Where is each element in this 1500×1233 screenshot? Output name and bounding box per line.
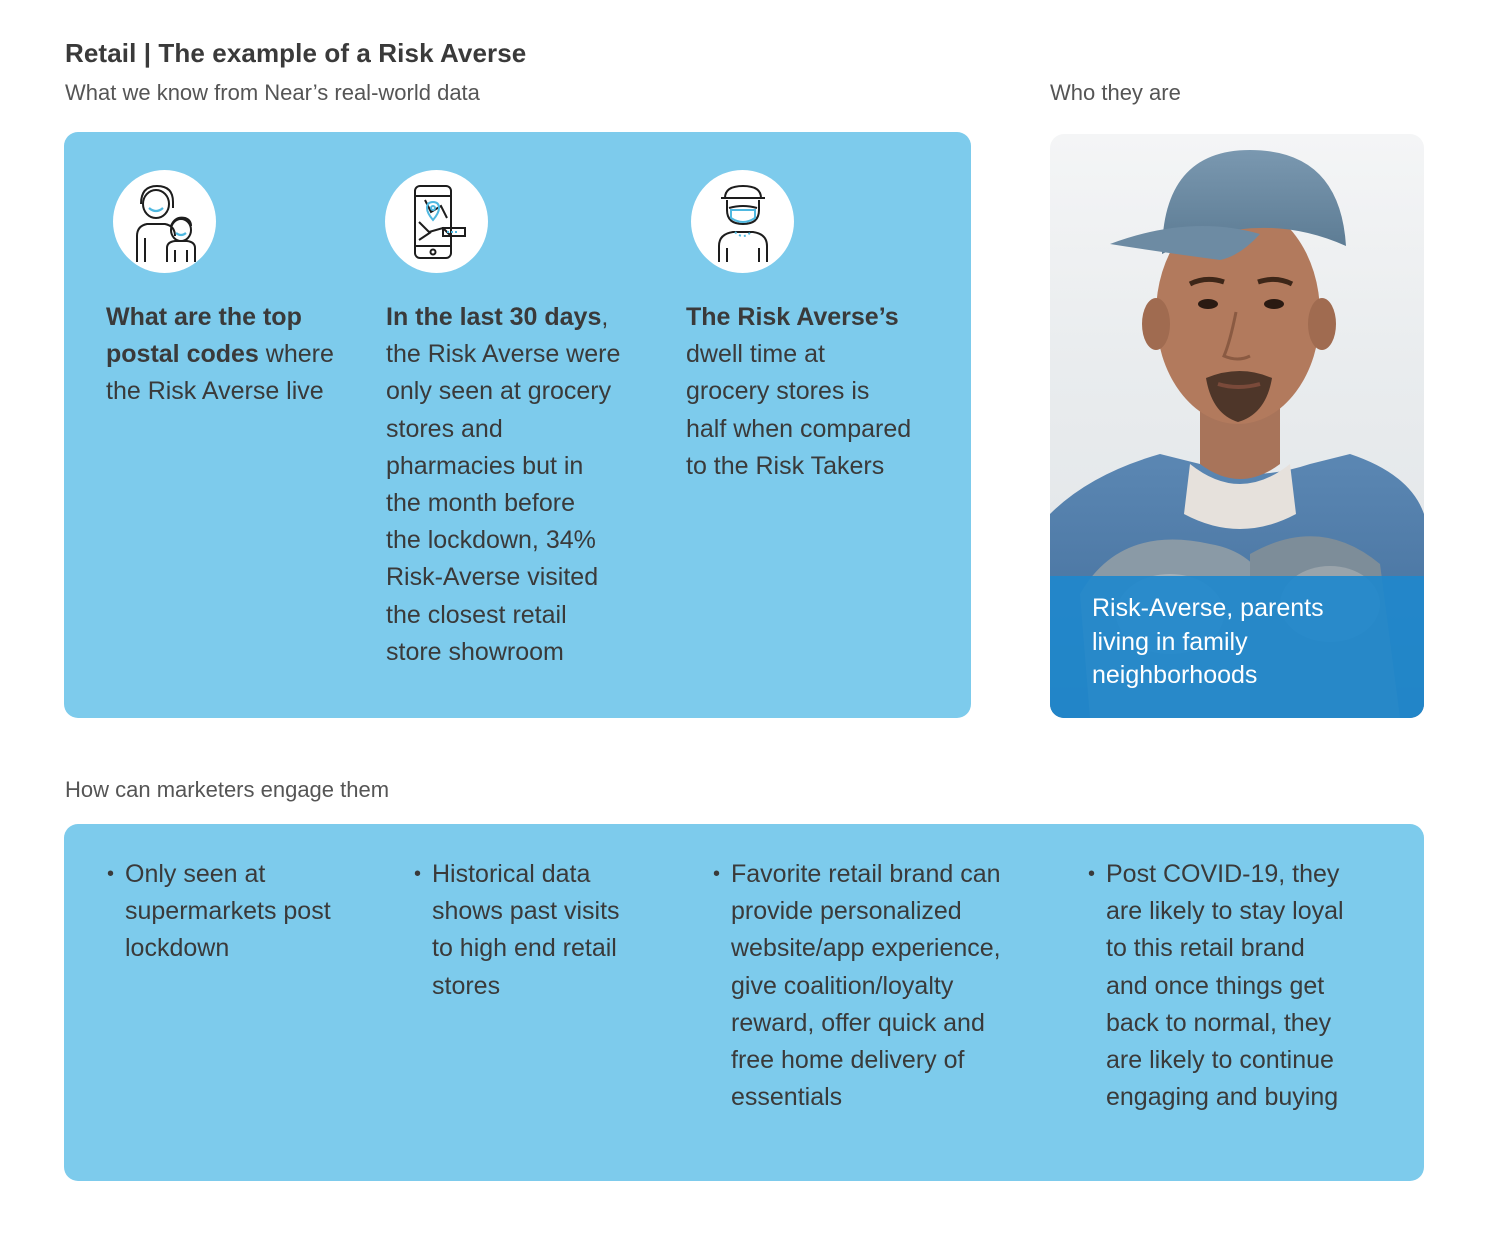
persona-caption: Risk-Averse, parents living in family neighborhoods — [1092, 594, 1324, 689]
insight-last-30-days: In the last 30 days, the Risk Averse were only seen at grocery stores and pharmacies but in the month before the lockdown, 34% Risk-Averse visited the closest retail store showroom — [386, 303, 621, 666]
insight-postal-codes: What are the top postal codes where the Risk Averse live — [106, 303, 334, 406]
engagement-item: • Only seen at supermarkets post lockdown — [125, 856, 385, 968]
persona-section-heading: Who they are — [1050, 80, 1181, 105]
insight-dwell-time: The Risk Averse’s dwell time at grocery stores is half when compared to the Risk Takers — [686, 303, 912, 480]
persona-photo — [1050, 134, 1424, 718]
masked-person-icon — [691, 170, 794, 273]
bullet-dot: • — [713, 863, 721, 885]
engagement-item: • Favorite retail brand can provide personalized website/app experience, give coalition/loyalty reward, offer quick and free home delivery of essentials — [731, 856, 1051, 1116]
bullet-dot: • — [414, 863, 422, 885]
engagement-item: • Historical data shows past visits to high end retail stores — [432, 856, 692, 1005]
persona-caption-band — [1050, 576, 1424, 718]
data-section-heading: What we know from Near’s real-world data — [65, 80, 480, 105]
bullet-dot: • — [1088, 863, 1096, 885]
insights-panel — [64, 132, 971, 718]
engagement-item: • Post COVID-19, they are likely to stay loyal to this retail brand and once things get back to normal, they are likely to continue engaging and buying — [1106, 856, 1406, 1116]
engage-section-heading: How can marketers engage them — [65, 777, 390, 802]
family-icon — [113, 170, 216, 273]
engagement-panel — [64, 824, 1424, 1181]
phone-map-icon — [385, 170, 488, 273]
page-title: Retail | The example of a Risk Averse — [65, 38, 527, 68]
bullet-dot: • — [107, 863, 115, 885]
